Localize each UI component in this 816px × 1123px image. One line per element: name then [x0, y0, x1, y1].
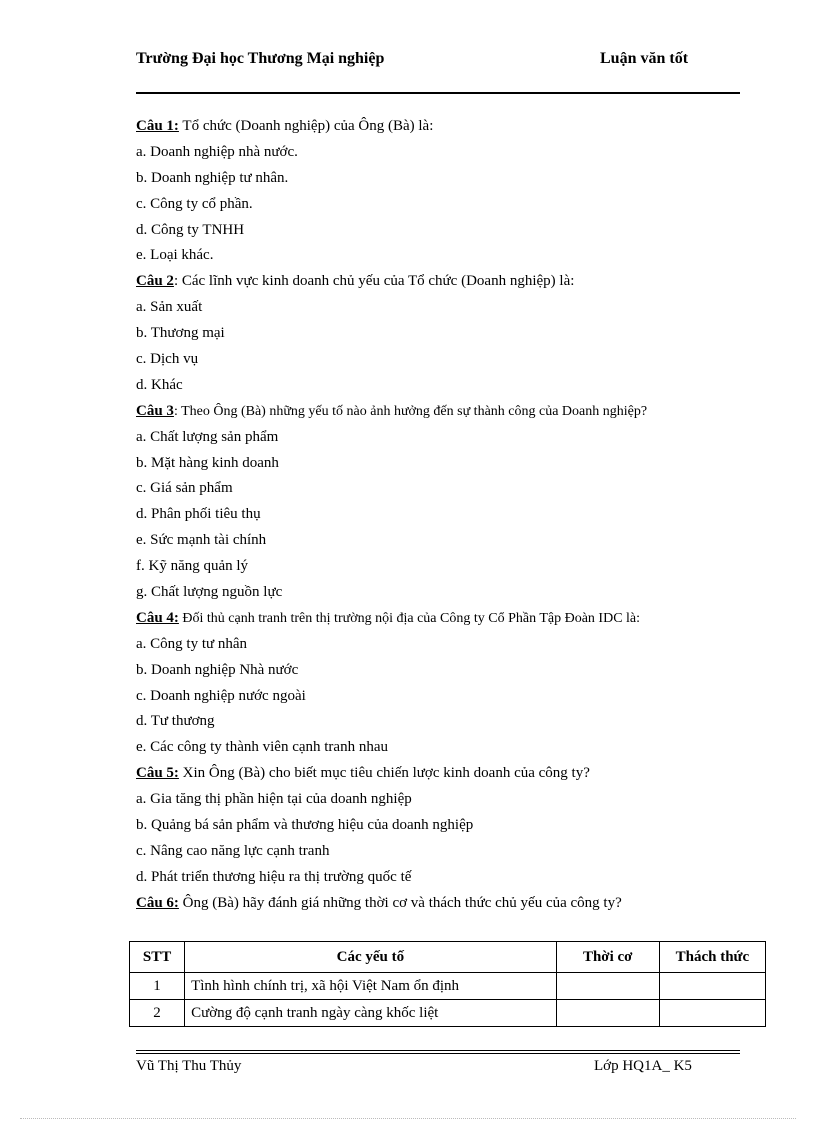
cell-challenge [659, 973, 765, 1000]
option: e. Loại khác. [136, 247, 214, 264]
option: g. Chất lượng nguồn lực [136, 584, 283, 601]
option: a. Gia tăng thị phần hiện tại của doanh nghiệp [136, 791, 412, 808]
factors-table [129, 941, 766, 1027]
option: b. Thương mại [136, 325, 225, 342]
option: e. Các công ty thành viên cạnh tranh nhau [136, 739, 388, 756]
option: c. Công ty cổ phần. [136, 195, 253, 212]
table-row [130, 1000, 766, 1027]
question-label: Câu 5: [136, 765, 179, 782]
option: c. Doanh nghiệp nước ngoài [136, 687, 306, 704]
option: a. Công ty tư nhân [136, 635, 248, 652]
footer-rule [136, 1053, 740, 1054]
question-label: Câu 4: [136, 609, 179, 626]
option: f. Kỹ năng quản lý [136, 558, 249, 575]
option: d. Phát triển thương hiệu ra thị trường quốc tế [136, 868, 412, 885]
col-header-opportunity: Thời cơ [556, 942, 659, 973]
footer-author: Vũ Thị Thu Thủy [136, 1058, 242, 1074]
question-4 [136, 606, 740, 632]
footer-class: Lớp HQ1A_ K5 [594, 1058, 692, 1074]
question-5 [136, 761, 740, 787]
option: a. Sản xuất [136, 299, 203, 316]
option: b. Mặt hàng kinh doanh [136, 454, 279, 471]
question-3 [136, 399, 740, 425]
table-row [130, 973, 766, 1000]
header-rule [136, 92, 740, 94]
question-text: Ông (Bà) hãy đánh giá những thời cơ và thách thức chủ yếu của công ty? [178, 894, 622, 911]
option: a. Doanh nghiệp nhà nước. [136, 143, 298, 160]
question-text: : Theo Ông (Bà) những yếu tố nào ảnh hưởng đến sự thành công của Doanh nghiệp? [173, 403, 648, 419]
option: d. Khác [136, 376, 183, 393]
question-2 [136, 269, 740, 295]
page-header [136, 47, 740, 95]
school-name: Trường Đại học Thương Mại nghiệp [136, 50, 385, 67]
option: a. Chất lượng sản phẩm [136, 428, 279, 445]
option: e. Sức mạnh tài chính [136, 532, 267, 549]
cell-stt: 2 [130, 1000, 185, 1027]
question-label: Câu 1: [136, 118, 179, 134]
cell-opportunity [556, 1000, 659, 1027]
option: d. Phân phối tiêu thụ [136, 506, 261, 523]
cell-opportunity [556, 973, 659, 1000]
cell-factor: Tình hình chính trị, xã hội Việt Nam ổn định [185, 973, 557, 1000]
cell-factor: Cường độ cạnh tranh ngày càng khốc liệt [185, 1000, 557, 1027]
question-text: Xin Ông (Bà) cho biết mục tiêu chiến lược kinh doanh của công ty? [178, 765, 590, 782]
questionnaire [136, 114, 740, 917]
question-1 [136, 114, 740, 140]
question-text: Đối thủ cạnh tranh trên thị trường nội địa của Công ty Cổ Phần Tập Đoàn IDC là: [178, 610, 641, 626]
col-header-challenge: Thách thức [659, 942, 765, 973]
option: d. Tư thương [136, 713, 215, 730]
page-edge-divider [20, 1118, 796, 1119]
col-header-stt: STT [130, 942, 185, 973]
cell-stt: 1 [130, 973, 185, 1000]
header-tag: Luận văn tốt [600, 50, 689, 67]
option: c. Giá sản phẩm [136, 480, 233, 497]
col-header-factors: Các yếu tố [185, 942, 557, 973]
question-label: Câu 2 [136, 273, 174, 290]
question-label: Câu 6: [136, 894, 179, 911]
question-text: Tổ chức (Doanh nghiệp) của Ông (Bà) là: [178, 118, 434, 134]
option: b. Doanh nghiệp Nhà nước [136, 661, 299, 678]
cell-challenge [659, 1000, 765, 1027]
option: b. Quảng bá sản phẩm và thương hiệu của doanh nghiệp [136, 817, 474, 834]
footer-rule [136, 1050, 740, 1051]
question-6 [136, 891, 740, 917]
question-text: : Các lĩnh vực kinh doanh chủ yếu của Tổ chức (Doanh nghiệp) là: [173, 273, 575, 290]
question-label: Câu 3 [136, 402, 174, 419]
option: b. Doanh nghiệp tư nhân. [136, 169, 289, 186]
option: d. Công ty TNHH [136, 221, 245, 238]
option: c. Nâng cao năng lực cạnh tranh [136, 842, 330, 859]
table-header-row [130, 942, 766, 973]
option: c. Dịch vụ [136, 351, 199, 368]
